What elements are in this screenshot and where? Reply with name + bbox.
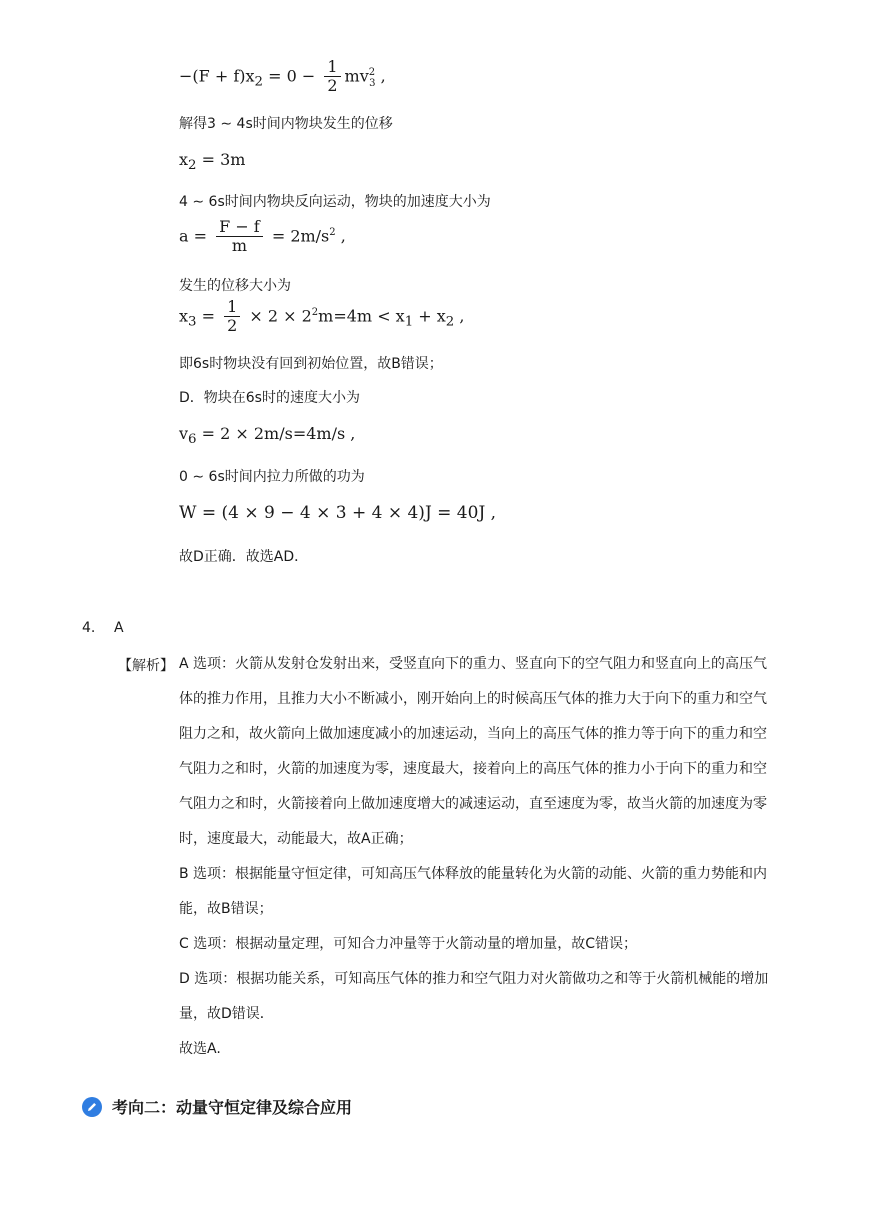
text-line: 4 ∼ 6s时间内物块反向运动，物块的加速度大小为 xyxy=(179,194,491,210)
equation-v6: $v_6 = 2 \times 2m/s=4m/s$ , xyxy=(179,424,356,448)
text-line: D．物块在6s时的速度大小为 xyxy=(179,390,360,406)
text-line: 发生的位移大小为 xyxy=(179,278,291,294)
analysis-paragraph-b: B 选项：根据能量守恒定律，可知高压气体释放的能量转化为火箭的动能、火箭的重力势能和内能，故B错误； xyxy=(179,866,768,917)
equation-acceleration: a = $\frac{F - f}{m}$ = $2m/s^2$ , xyxy=(179,217,346,256)
text-line: 解得3 ∼ 4s时间内物块发生的位移 xyxy=(179,116,393,132)
pencil-icon xyxy=(82,1097,102,1117)
section-heading xyxy=(82,1095,352,1118)
section-title: 考向二：动量守恒定律及综合应用 xyxy=(112,1098,353,1117)
question-number: 4. xyxy=(82,620,96,636)
equation-x2: $x_2 = 3m$ xyxy=(179,150,246,174)
analysis-paragraph-d: D 选项：根据功能关系，可知高压气体的推力和空气阻力对火箭做功之和等于火箭机械能的增加量，故D错误． xyxy=(179,971,769,1022)
equation-work-energy: $-(F + f)x_2 = 0$ − $\frac{1}{2}$ $mv^2_3$ , xyxy=(179,57,386,96)
text-line: 0 ∼ 6s时间内拉力所做的功为 xyxy=(179,469,365,485)
text-line: 故D正确．故选AD． xyxy=(179,549,309,565)
text-line: 即6s时物块没有回到初始位置，故B错误； xyxy=(179,356,443,372)
equation-work: W = (4 × 9 − 4 × 3 + 4 × 4)J = 40J , xyxy=(179,503,497,523)
analysis-paragraph-c: C 选项：根据动量定理，可知合力冲量等于火箭动量的增加量，故C错误； xyxy=(179,936,637,952)
analysis-tag: 【解析】 xyxy=(118,658,174,674)
analysis-paragraph-a: A 选项：火箭从发射仓发射出来，受竖直向下的重力、竖直向下的空气阻力和竖直向上的高压气体的推力作用，且推力大小不断减小，刚开始向上的时候高压气体的推力大于向下的重力和空气阻力之和，故火箭向上做加速度减小的加速运动，当向上的高压气体的推力等于向下的重力和空气阻力之和时，火箭的加速度为零，速度最大，接着向上的高压气体的推力小于向下的重力和空气阻力之和时，火箭接着向上做加速度增大的减速运动，直至速度为零，故当火箭的加速度为零时，速度最大，动能最大，故A正确； xyxy=(179,656,768,847)
question-answer: A xyxy=(114,620,124,636)
analysis-conclusion: 故选A. xyxy=(179,1041,221,1057)
equation-x3: $x_3$ = $\frac{1}{2}$ × $2 \times 2^2m=4m < x_1 + x_2$ , xyxy=(179,297,465,336)
